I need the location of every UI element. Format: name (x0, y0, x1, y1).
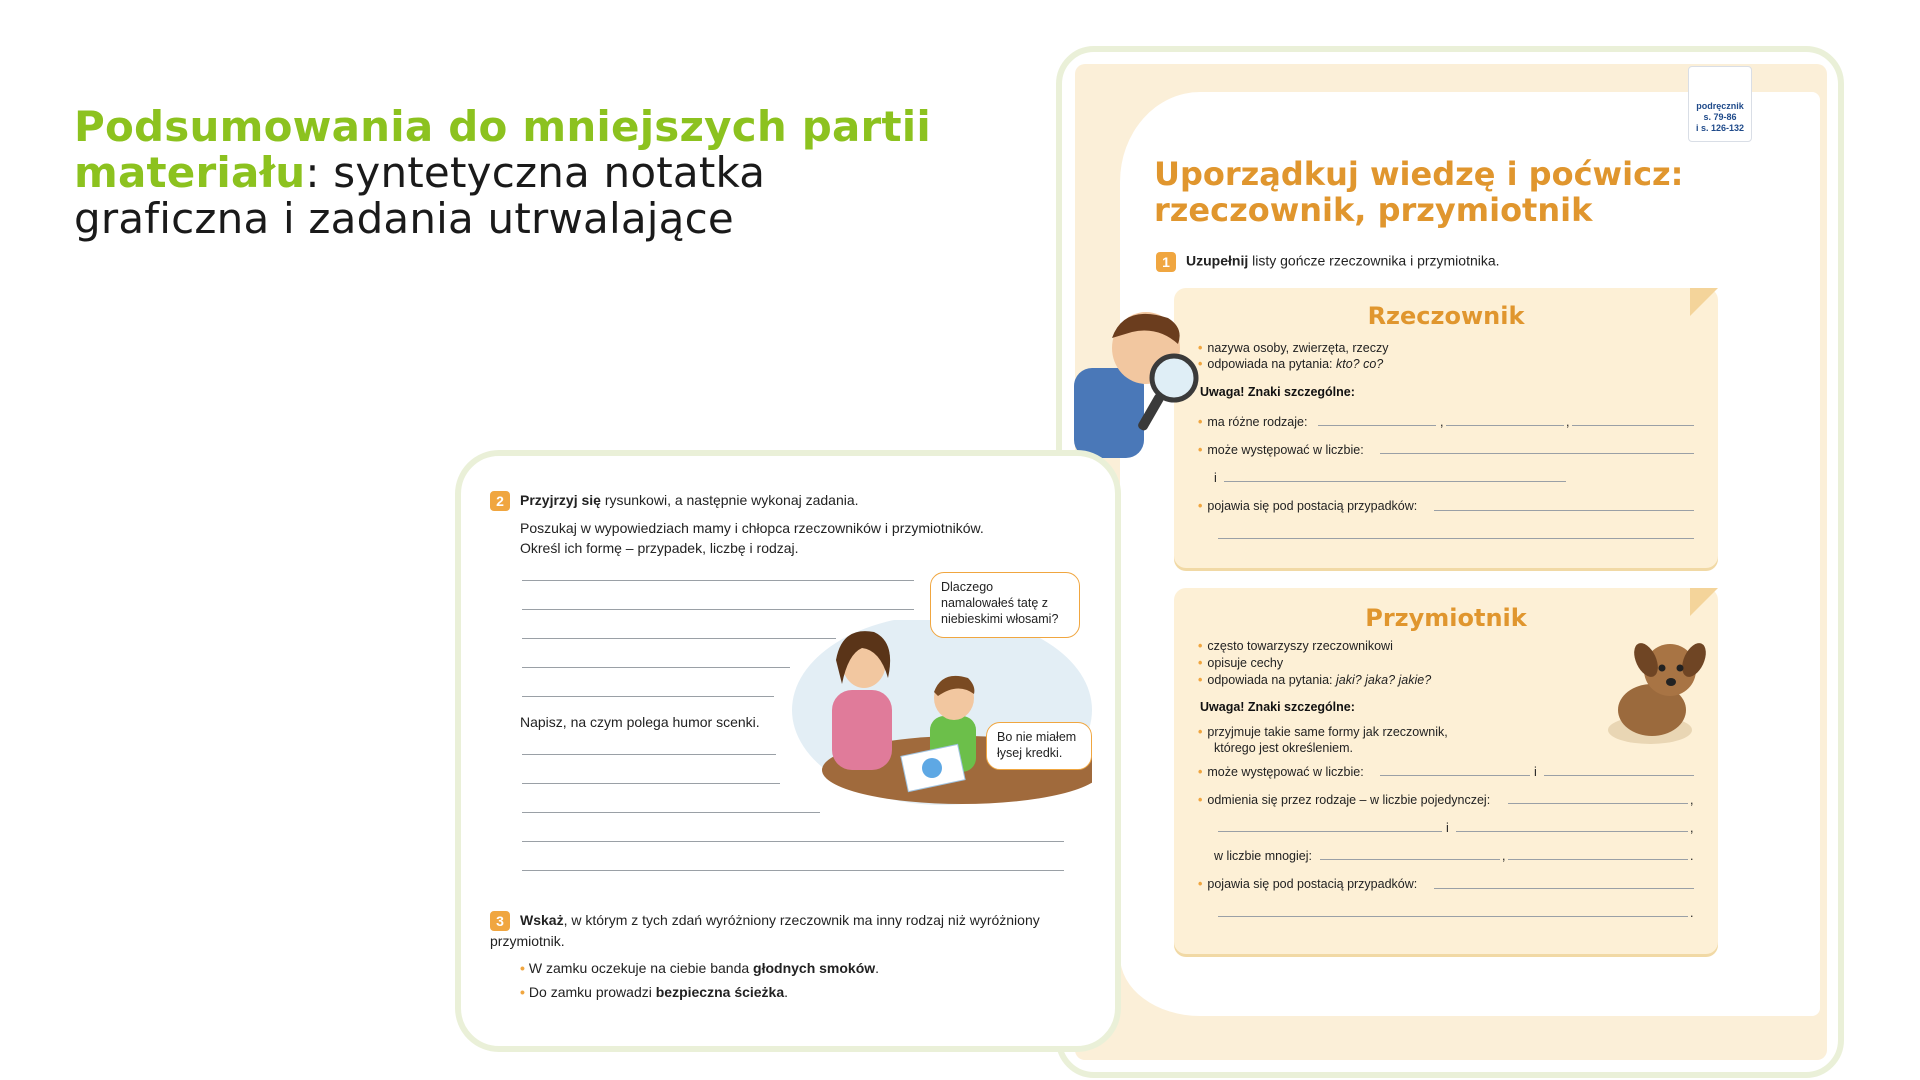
humor-prompt: Napisz, na czym polega humor scenki. (520, 714, 760, 730)
answer-line[interactable] (522, 638, 836, 639)
mom-boy-illustration (792, 620, 1092, 810)
headline-rest: : syntetyczna notatka graficzna i zadania utrwalające (74, 148, 766, 243)
task-3 (490, 910, 1050, 951)
przymiotnik-title: Przymiotnik (1365, 604, 1527, 632)
magnifier-icon (1152, 356, 1196, 400)
answer-line[interactable] (1218, 538, 1694, 539)
reference-pages-1: s. 79-86 (1703, 112, 1737, 122)
task-1 (1156, 252, 1500, 272)
dog-eye (1659, 665, 1666, 672)
answer-line[interactable] (1318, 425, 1436, 426)
przymiotnik-item: • pojawia się pod postacią przypadków: (1198, 877, 1418, 891)
dog-eye (1677, 665, 1684, 672)
przymiotnik-and: i (1446, 821, 1449, 835)
task-2 (490, 490, 859, 511)
sentence-text: Do zamku prowadzi (528, 984, 656, 1000)
reference-label: podręcznik (1696, 101, 1744, 111)
answer-line[interactable] (522, 783, 780, 784)
mom-shirt (832, 690, 892, 770)
boy-shirt (1074, 368, 1144, 458)
przymiotnik-item: • przyjmuje takie same formy jak rzeczownik, (1198, 725, 1448, 739)
answer-line[interactable] (522, 696, 774, 697)
rzeczownik-and: i (1214, 471, 1217, 485)
przymiotnik-and: i (1534, 765, 1537, 779)
answer-line[interactable] (1320, 859, 1500, 860)
answer-line[interactable] (522, 609, 914, 610)
punct: , (1502, 849, 1506, 863)
answer-line[interactable] (1380, 453, 1694, 454)
task-3-text: , w którym z tych zdań wyróżniony rzeczownik ma inny rodzaj niż wyróżniony przymiotnik. (490, 912, 1040, 950)
task-1-text: listy gończe rzeczownika i przymiotnika. (1248, 252, 1500, 269)
sentence-bold: głodnych smoków (753, 960, 876, 976)
task-number-badge: 1 (1156, 252, 1176, 272)
answer-line[interactable] (1218, 831, 1442, 832)
speech-bubble-mom: Dlaczego namalowałeś tatę z niebieskimi włosami? (930, 572, 1080, 638)
task-3-verb: Wskaż (520, 912, 564, 928)
bullet-text: często towarzyszy rzeczownikowi (1207, 639, 1393, 653)
answer-line[interactable] (522, 580, 914, 581)
answer-line[interactable] (1456, 831, 1688, 832)
przymiotnik-item: • odmienia się przez rodzaje – w liczbie pojedynczej: (1198, 793, 1491, 807)
dog-illustration (1600, 630, 1712, 750)
answer-line[interactable] (522, 667, 790, 668)
task-1-verb: Uzupełnij (1186, 252, 1249, 269)
answer-line[interactable] (522, 841, 1064, 842)
answer-line[interactable] (1572, 425, 1694, 426)
item-text: pojawia się pod postacią przypadków: (1207, 499, 1418, 513)
punct: , (1690, 793, 1694, 807)
item-text: może występować w liczbie: (1207, 765, 1364, 779)
task-2-instruction-1: Poszukaj w wypowiedziach mamy i chłopca rzeczowników i przymiotników. (520, 520, 984, 536)
przymiotnik-item-cont: którego jest określeniem. (1214, 741, 1353, 755)
task-number-badge: 2 (490, 491, 510, 511)
rzeczownik-item: • może występować w liczbie: (1198, 443, 1364, 457)
rzeczownik-bullet: • nazywa osoby, zwierzęta, rzeczy (1198, 341, 1389, 355)
rzeczownik-bullet: • odpowiada na pytania: kto? co? (1198, 357, 1384, 371)
task-2-verb: Przyjrzyj się (520, 492, 601, 508)
sentence-text: W zamku oczekuje na ciebie banda (528, 960, 754, 976)
punct: . (1690, 906, 1694, 920)
bullet-text: opisuje cechy (1207, 656, 1284, 670)
bullet-questions: kto? co? (1335, 357, 1384, 371)
sentence-end: . (784, 984, 789, 1000)
bullet-text: odpowiada na pytania: (1207, 357, 1336, 371)
task-2-instruction-2: Określ ich formę – przypadek, liczbę i rodzaj. (520, 540, 799, 556)
page-title-line2: rzeczownik, przymiotnik (1154, 191, 1593, 229)
answer-line[interactable] (522, 870, 1064, 871)
task-number-badge: 3 (490, 911, 510, 931)
rzeczownik-uwaga: Uwaga! Znaki szczególne: (1200, 385, 1355, 399)
przymiotnik-plural: w liczbie mnogiej: (1214, 849, 1312, 863)
comma: , (1566, 415, 1570, 429)
boy-magnifier-illustration (1074, 308, 1202, 458)
przymiotnik-uwaga: Uwaga! Znaki szczególne: (1200, 700, 1355, 714)
item-text: przyjmuje takie same formy jak rzeczownik, (1207, 725, 1448, 739)
answer-line[interactable] (1508, 803, 1688, 804)
rzeczownik-title: Rzeczownik (1367, 302, 1525, 330)
answer-line[interactable] (522, 754, 776, 755)
reference-pages-2: i s. 126-132 (1695, 123, 1745, 133)
sentence-end: . (875, 960, 880, 976)
task-2-text: rysunkowi, a następnie wykonaj zadania. (600, 492, 859, 508)
sentence-1: • W zamku oczekuje na ciebie banda głodnych smoków. (520, 960, 880, 976)
item-text: odmienia się przez rodzaje – w liczbie pojedynczej: (1207, 793, 1491, 807)
answer-line[interactable] (1218, 916, 1688, 917)
answer-line[interactable] (1434, 510, 1694, 511)
przymiotnik-bullet: • opisuje cechy (1198, 656, 1284, 670)
przymiotnik-item: • może występować w liczbie: (1198, 765, 1364, 779)
punct: . (1690, 849, 1694, 863)
item-text: może występować w liczbie: (1207, 443, 1364, 457)
punct: , (1690, 821, 1694, 835)
comma: , (1440, 415, 1444, 429)
sentence-bold: bezpieczna ścieżka (655, 984, 785, 1000)
przymiotnik-bullet: • odpowiada na pytania: jaki? jaka? jakie? (1198, 673, 1432, 687)
bullet-questions: jaki? jaka? jakie? (1335, 673, 1432, 687)
bullet-text: odpowiada na pytania: (1207, 673, 1336, 687)
rzeczownik-item: • ma różne rodzaje: (1198, 415, 1308, 429)
page-title (1154, 156, 1714, 228)
answer-line[interactable] (1380, 775, 1530, 776)
item-text: ma różne rodzaje: (1207, 415, 1308, 429)
answer-line[interactable] (1434, 888, 1694, 889)
answer-line[interactable] (1544, 775, 1694, 776)
answer-line[interactable] (522, 812, 820, 813)
headline (74, 104, 934, 242)
answer-line[interactable] (1508, 859, 1688, 860)
sentence-2: • Do zamku prowadzi bezpieczna ścieżka. (520, 984, 789, 1000)
speech-bubble-boy: Bo nie miałem łysej kredki. (986, 722, 1092, 770)
answer-line[interactable] (1446, 425, 1564, 426)
answer-line[interactable] (1224, 481, 1566, 482)
item-text: pojawia się pod postacią przypadków: (1207, 877, 1418, 891)
bullet-text: nazywa osoby, zwierzęta, rzeczy (1207, 341, 1389, 355)
rzeczownik-item: • pojawia się pod postacią przypadków: (1198, 499, 1418, 513)
drawing-blue-hair (922, 758, 942, 778)
headline-highlight: Podsumowania do mniejszych partii materiału (74, 102, 931, 197)
przymiotnik-bullet: • często towarzyszy rzeczownikowi (1198, 639, 1393, 653)
textbook-reference (1688, 66, 1752, 142)
page-title-line1: Uporządkuj wiedzę i poćwicz: (1154, 155, 1684, 193)
dog-nose (1666, 678, 1676, 686)
